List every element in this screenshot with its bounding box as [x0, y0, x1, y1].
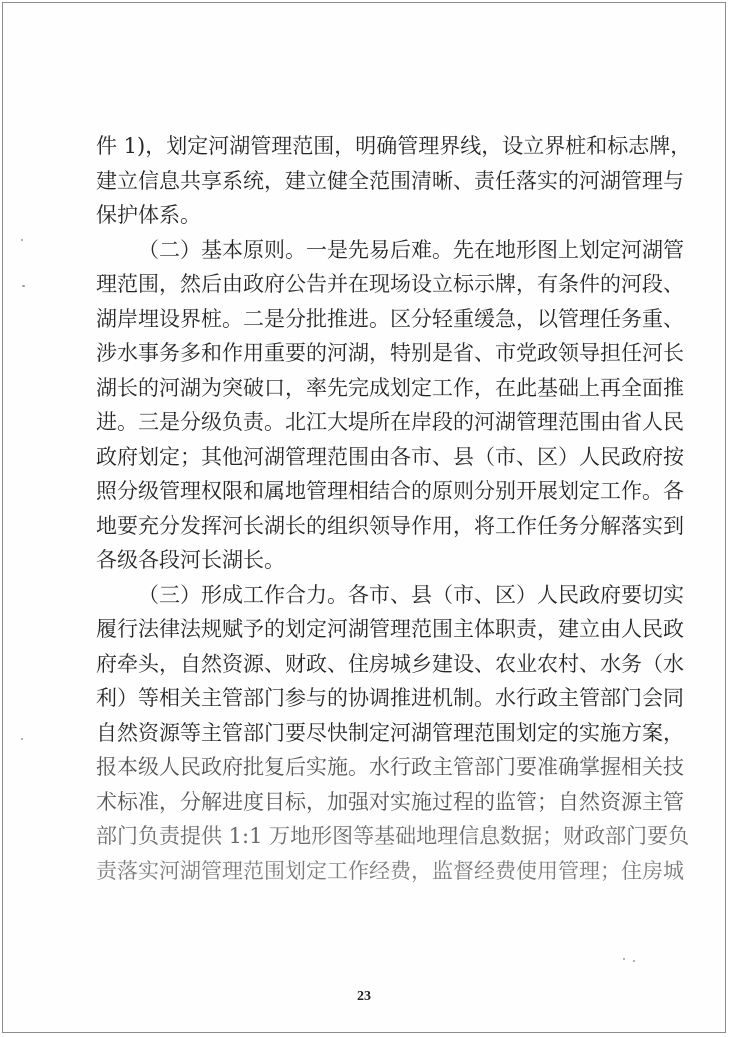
- text-line: 部门负责提供 1:1 万地形图等基础地理信息数据；财政部门要负: [96, 824, 690, 848]
- scan-speck: [22, 285, 25, 287]
- text-line: 自然资源等主管部门要尽快制定河湖管理范围划定的实施方案，: [96, 720, 684, 745]
- text-line: 涉水事务多和作用重要的河湖，特别是省、市党政领导担任河长: [96, 341, 684, 365]
- scan-speck: [633, 960, 635, 962]
- text-line: 件 1)，划定河湖管理范围，明确管理界线，设立界桩和标志牌，: [96, 134, 692, 158]
- page-number: 23: [357, 989, 371, 1004]
- text-line: 责落实河湖管理范围划定工作经费，监督经费使用管理；住房城: [96, 858, 684, 883]
- section-heading-line: （二）基本原则。一是先易后难。先在地形图上划定河湖管: [138, 237, 684, 262]
- document-body: [96, 129, 692, 888]
- text-line: 照分级管理权限和属地管理相结合的原则分别开展划定工作。各: [96, 479, 684, 503]
- text-line: 理范围，然后由政府公告并在现场设立标示牌，有条件的河段、: [96, 272, 684, 296]
- text-line: 保护体系。: [96, 203, 201, 227]
- text-line: 地要充分发挥河长湖长的组织领导作用，将工作任务分解落实到: [96, 513, 684, 538]
- document-page: [2, 2, 726, 1033]
- section-heading-line: （三）形成工作合力。各市、县（市、区）人民政府要切实: [138, 582, 684, 607]
- text-line: 政府划定；其他河湖管理范围由各市、县（市、区）人民政府按: [96, 444, 684, 469]
- scan-speck: [21, 738, 23, 740]
- text-line: 履行法律法规赋予的划定河湖管理范围主体职责，建立由人民政: [96, 617, 684, 641]
- text-line: 利）等相关主管部门参与的协调推进机制。水行政主管部门会同: [96, 686, 684, 710]
- text-line: 湖长的河湖为突破口，率先完成划定工作，在此基础上再全面推: [96, 375, 684, 400]
- text-line: 进。三是分级负责。北江大堤所在岸段的河湖管理范围由省人民: [96, 410, 684, 434]
- text-line: 建立信息共享系统，建立健全范围清晰、责任落实的河湖管理与: [96, 168, 684, 193]
- text-line: 报本级人民政府批复后实施。水行政主管部门要准确掌握相关技: [96, 755, 684, 779]
- text-line: 府牵头，自然资源、财政、住房城乡建设、农业农村、水务（水: [96, 651, 684, 676]
- text-line: 湖岸埋设界桩。二是分批推进。区分轻重缓急，以管理任务重、: [96, 306, 684, 331]
- scan-speck: [21, 239, 23, 241]
- text-line: 术标准，分解进度目标，加强对实施过程的监管；自然资源主管: [96, 789, 684, 814]
- text-line: 各级各段河长湖长。: [96, 548, 285, 572]
- scan-speck: [623, 958, 625, 960]
